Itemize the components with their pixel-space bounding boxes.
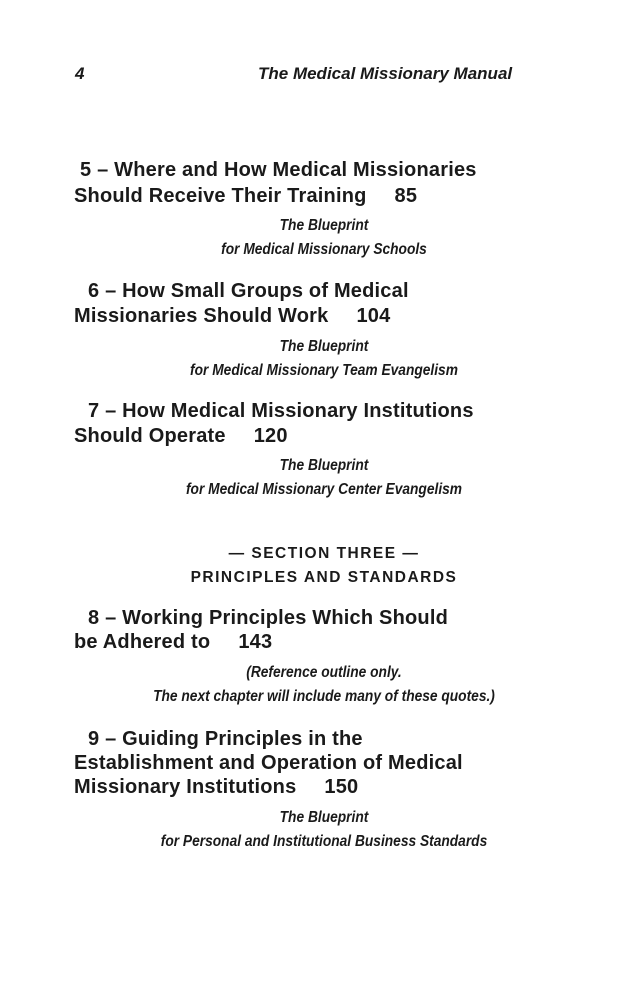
toc-entry-9-subtitle-line1: The Blueprint bbox=[279, 809, 369, 826]
toc-entry-6-title: Missionaries Should Work bbox=[74, 305, 329, 327]
toc-entry-5-subtitle-line2: for Medical Missionary Schools bbox=[221, 241, 427, 258]
toc-entry-6-page: 104 bbox=[356, 305, 391, 327]
toc-entry-7-page: 120 bbox=[253, 425, 288, 447]
section-heading-line1: — SECTION THREE — bbox=[228, 545, 420, 562]
toc-entry-8-page: 143 bbox=[238, 631, 273, 653]
toc-entry-8-line2 bbox=[74, 629, 272, 655]
toc-entry-7-line2 bbox=[74, 423, 288, 449]
toc-entry-6-line2 bbox=[74, 303, 390, 329]
toc-entry-9-line1: 9 – Guiding Principles in the bbox=[88, 728, 363, 750]
toc-entry-5-subtitle-line1: The Blueprint bbox=[279, 217, 369, 234]
toc-entry-9-subtitle-line2: for Personal and Institutional Business Standards bbox=[160, 833, 488, 850]
running-title: The Medical Missionary Manual bbox=[258, 64, 513, 83]
toc-entry-8-line1: 8 – Working Principles Which Should bbox=[88, 607, 449, 629]
toc-entry-7-subtitle-line1: The Blueprint bbox=[279, 457, 369, 474]
toc-entry-9-line3 bbox=[74, 774, 358, 800]
toc-entry-7-subtitle-line2: for Medical Missionary Center Evangelism bbox=[185, 481, 463, 498]
toc-entry-7-title: Should Operate bbox=[74, 425, 226, 447]
toc-entry-6-subtitle-line2: for Medical Missionary Team Evangelism bbox=[190, 362, 458, 379]
toc-entry-9-title: Missionary Institutions bbox=[74, 776, 297, 798]
toc-entry-5-title: Should Receive Their Training bbox=[74, 185, 367, 207]
section-heading-line2: PRINCIPLES AND STANDARDS bbox=[190, 569, 458, 586]
toc-entry-8-subtitle-line1: (Reference outline only. bbox=[246, 664, 402, 681]
toc-entry-6-subtitle-line1: The Blueprint bbox=[279, 338, 369, 355]
toc-entry-9-line2: Establishment and Operation of Medical bbox=[74, 752, 463, 774]
toc-entry-8-title: be Adhered to bbox=[74, 631, 211, 653]
toc-entry-6-line1: 6 – How Small Groups of Medical bbox=[88, 280, 409, 302]
toc-entry-5-line1: 5 – Where and How Medical Missionaries bbox=[80, 159, 477, 181]
toc-entry-7-line1: 7 – How Medical Missionary Institutions bbox=[88, 400, 474, 422]
toc-entry-5-page: 85 bbox=[394, 185, 418, 207]
toc-entry-5-line2 bbox=[74, 183, 417, 209]
page-number: 4 bbox=[75, 64, 85, 83]
toc-entry-8-subtitle-line2: The next chapter will include many of these quotes.) bbox=[153, 688, 495, 705]
toc-entry-9-page: 150 bbox=[324, 776, 359, 798]
